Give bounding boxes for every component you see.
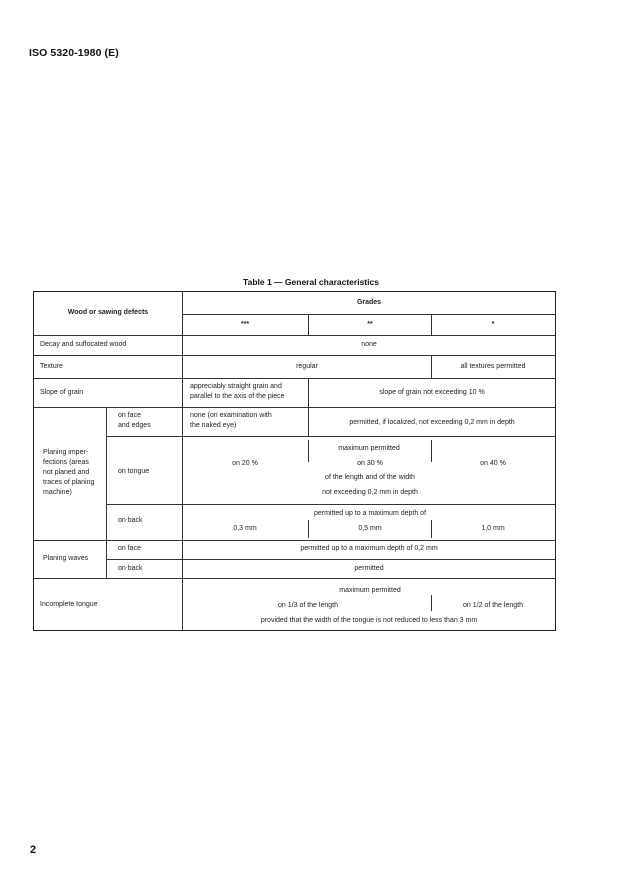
incomplete-g1: on 1/2 of the length (463, 602, 523, 609)
label-planing-imperf-1: Planing imper- (43, 449, 89, 456)
row-line-4 (34, 407, 555, 408)
row-line-6 (106, 504, 555, 505)
tongue-g2: on 30 % (357, 460, 383, 467)
slope-g3-line1: appreciably straight grain and (190, 383, 282, 390)
sub-label-face-2: and edges (118, 422, 151, 429)
row-label-slope: Slope of grain (40, 389, 84, 396)
row-line-9 (34, 578, 555, 579)
decay-value: none (361, 341, 377, 348)
row-line-5 (106, 436, 555, 437)
incomplete-max: maximum permitted (339, 587, 401, 594)
sub-label-tongue: on tongue (118, 468, 150, 475)
face-g3-line2: the naked eye) (190, 422, 237, 429)
col-divider-sub (106, 407, 107, 540)
slope-g21: slope of grain not exceeding 10 % (379, 389, 485, 396)
col-divider-tongue-a (308, 440, 309, 462)
back-g3: 0,3 mm (233, 525, 257, 532)
back-g2: 0,5 mm (358, 525, 382, 532)
row-line-7 (34, 540, 555, 541)
document-header: ISO 5320-1980 (E) (29, 47, 119, 59)
grade-one-star: * (491, 321, 495, 328)
row-label-decay: Decay and suffocated wood (40, 341, 127, 348)
col-divider-g2-g1-header (431, 314, 432, 335)
row-line-8 (106, 559, 555, 560)
col-divider-back-b (431, 520, 432, 538)
label-planing-imperf-4: traces of planing (43, 479, 95, 486)
col-divider-slope (308, 378, 309, 407)
waves-sub-back: on back (118, 565, 143, 572)
label-planing-imperf-2: fections (areas (43, 459, 89, 466)
incomplete-g32: on 1/3 of the length (278, 602, 338, 609)
column-header-defects: Wood or sawing defects (67, 309, 149, 316)
sub-label-face-1: on face (118, 412, 141, 419)
col-divider-g3-g2-header (308, 314, 309, 335)
tongue-g3: on 20 % (232, 460, 258, 467)
texture-all: all textures permitted (460, 363, 526, 370)
label-planing-imperf-5: machine) (43, 489, 72, 496)
page-number: 2 (30, 844, 37, 856)
label-planing-imperf-3: not planed and (43, 469, 90, 476)
back-g1: 1,0 mm (481, 525, 505, 532)
table-caption: Table 1 — General characteristics (243, 277, 379, 287)
col-divider-incomplete (431, 595, 432, 611)
waves-back-value: permitted (354, 565, 384, 572)
row-line-2 (34, 355, 555, 356)
general-characteristics-table (33, 291, 556, 631)
waves-face-value: permitted up to a maximum depth of 0,2 mm (300, 545, 438, 552)
row-line-3 (34, 378, 555, 379)
face-g21: permitted, if localized, not exceeding 0,2 mm in depth (349, 419, 515, 426)
grade-two-star: ** (367, 321, 373, 328)
col-divider-back-a (308, 520, 309, 538)
grade-three-star: *** (240, 321, 250, 328)
col-divider-face (308, 407, 309, 436)
tongue-line2: of the length and of the width (325, 474, 415, 481)
tongue-g1: on 40 % (480, 460, 506, 467)
row-line-1 (34, 335, 555, 336)
waves-sub-face: on face (118, 545, 141, 552)
row-label-texture: Texture (40, 363, 63, 370)
texture-regular: regular (296, 363, 318, 370)
sub-label-back: on back (118, 517, 143, 524)
col-divider-first (182, 292, 183, 630)
tongue-line3: not exceeding 0,2 mm in depth (322, 489, 418, 496)
col-divider-tongue-b (431, 440, 432, 462)
col-divider-texture (431, 355, 432, 378)
column-header-grades: Grades (356, 299, 382, 306)
incomplete-note: provided that the width of the tongue is not reduced to less than 3 mm (260, 617, 478, 624)
row-line-grades (182, 314, 555, 315)
back-top: permitted up to a maximum depth of (313, 510, 427, 517)
slope-g3-line2: parallel to the axis of the piece (190, 393, 285, 400)
tongue-max: maximum permitted (338, 445, 400, 452)
row-label-planing-waves: Planing waves (43, 555, 89, 562)
face-g3-line1: none (on examination with (190, 412, 272, 419)
row-label-incomplete-tongue: Incomplete tongue (40, 601, 98, 608)
